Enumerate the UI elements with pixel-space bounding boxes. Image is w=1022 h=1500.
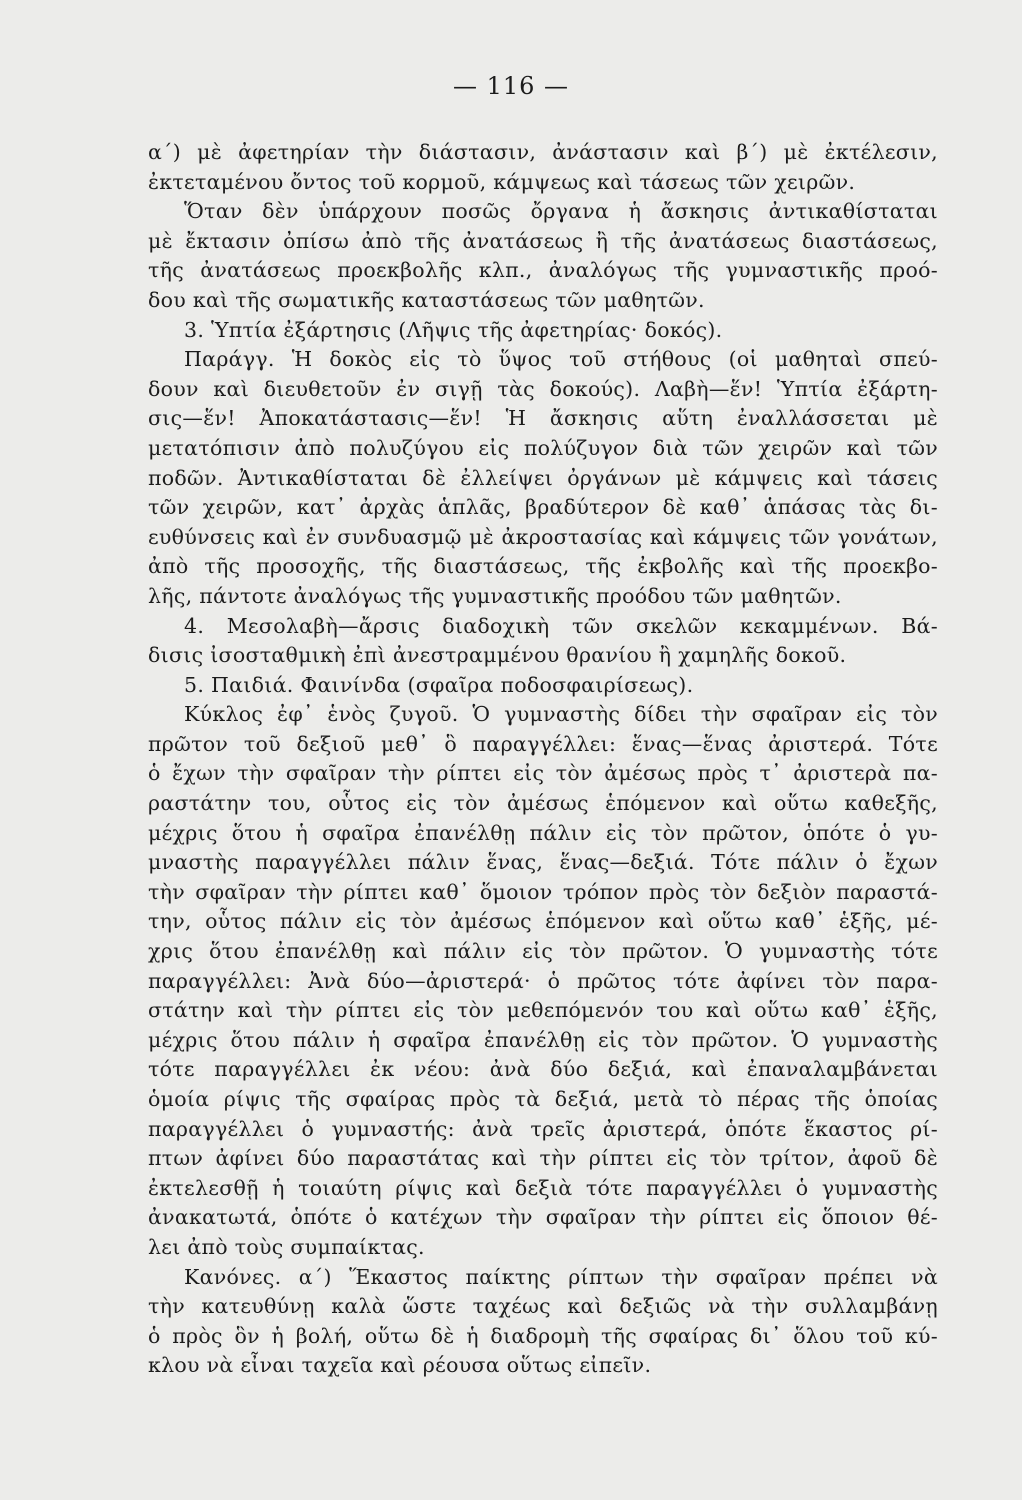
text-line: δου καὶ τῆς σωματικῆς καταστάσεως τῶν μαθητῶν. xyxy=(148,287,705,312)
text-line: α΄) μὲ ἀφετηρίαν τὴν διάστασιν, ἀνάστασιν καὶ β΄) μὲ ἐκτέλεσιν, xyxy=(148,140,938,164)
text-line: λει ἀπὸ τοὺς συμπαίκτας. xyxy=(148,1234,425,1259)
text-line: Παράγγ. Ἡ δοκὸς εἰς τὸ ὕψος τοῦ στήθους (οἱ μαθηταὶ σπεύ- xyxy=(184,347,938,372)
text-line: 4. Μεσολαβὴ—ἄρσις διαδοχικὴ τῶν σκελῶν κεκαμμένων. Βά- xyxy=(184,613,938,638)
text-line: πρῶτον τοῦ δεξιοῦ μεθ᾽ ὃ παραγγέλλει: ἕνας—ἕνας ἀριστερά. Τότε xyxy=(148,731,938,756)
text-line: δουν καὶ διευθετοῦν ἐν σιγῇ τὰς δοκούς). Λαβὴ—ἕν! Ὑπτία ἐξάρτη- xyxy=(148,376,938,401)
text-line: ποδῶν. Ἀντικαθίσταται δὲ ἐλλείψει ὀργάνων μὲ κάμψεις καὶ τάσεις xyxy=(148,465,938,490)
text-line: στάτην καὶ τὴν ρίπτει εἰς τὸν μεθεπόμενόν του καὶ οὕτω καθ᾽ ἑξῆς, xyxy=(148,998,938,1023)
text-line: μὲ ἔκτασιν ὀπίσω ἀπὸ τῆς ἀνατάσεως ἢ τῆς ἀνατάσεως διαστάσεως, xyxy=(148,228,938,253)
text-line: τὴν κατευθύνῃ καλὰ ὥστε ταχέως καὶ δεξιῶς νὰ τὴν συλλαμβάνῃ xyxy=(148,1294,938,1319)
text-line: Κύκλος ἐφ᾽ ἑνὸς ζυγοῦ. Ὁ γυμναστὴς δίδει τὴν σφαῖραν εἰς τὸν xyxy=(184,702,938,727)
text-line: 3. Ὑπτία ἐξάρτησις (Λῆψις τῆς ἀφετηρίας· δοκός). xyxy=(184,317,723,342)
text-line: δισις ἰσοσταθμικὴ ἐπὶ ἀνεστραμμένου θρανίου ἢ χαμηλῆς δοκοῦ. xyxy=(148,643,847,668)
text-line: μναστὴς παραγγέλλει πάλιν ἕνας, ἕνας—δεξιά. Τότε πάλιν ὁ ἔχων xyxy=(148,850,938,875)
text-line: παραγγέλλει: Ἀνὰ δύο—ἀριστερά· ὁ πρῶτος τότε ἀφίνει τὸν παρα- xyxy=(148,968,938,993)
text-line: πτων ἀφίνει δύο παραστάτας καὶ τὴν ρίπτει εἰς τὸν τρίτον, ἀφοῦ δὲ xyxy=(148,1146,938,1171)
text-line: μετατόπισιν ἀπὸ πολυζύγου εἰς πολύζυγον διὰ τῶν χειρῶν καὶ τῶν xyxy=(148,435,938,460)
text-line: ὁ πρὸς ὃν ἡ βολή, οὕτω δὲ ἡ διαδρομὴ τῆς σφαίρας δι᾽ ὅλου τοῦ κύ- xyxy=(148,1323,938,1348)
text-line: τὴν σφαῖραν τὴν ρίπτει καθ᾽ ὅμοιον τρόπον πρὸς τὸν δεξιὸν παραστά- xyxy=(148,879,938,904)
text-line: σις—ἕν! Ἀποκατάστασις—ἕν! Ἡ ἄσκησις αὕτη ἐναλλάσσεται μὲ xyxy=(148,406,938,431)
text-line: την, οὗτος πάλιν εἰς τὸν ἀμέσως ἑπόμενον καὶ οὕτω καθ᾽ ἑξῆς, μέ- xyxy=(148,909,938,934)
text-line: ὁμοία ρίψις τῆς σφαίρας πρὸς τὰ δεξιά, μετὰ τὸ πέρας τῆς ὁποίας xyxy=(148,1087,938,1111)
text-line: λῆς, πάντοτε ἀναλόγως τῆς γυμναστικῆς προόδου τῶν μαθητῶν. xyxy=(148,583,842,608)
text-line: ευθύνσεις καὶ ἐν συνδυασμῷ μὲ ἀκροστασίας καὶ κάμψεις τῶν γονάτων, xyxy=(148,524,938,549)
text-line: τῶν χειρῶν, κατ᾽ ἀρχὰς ἁπλᾶς, βραδύτερον δὲ καθ᾽ ἁπάσας τὰς δι- xyxy=(148,495,938,520)
page-number: — 116 — xyxy=(452,72,570,100)
text-line: τότε παραγγέλλει ἐκ νέου: ἀνὰ δύο δεξιά, καὶ ἐπαναλαμβάνεται xyxy=(148,1057,938,1082)
text-line: τῆς ἀνατάσεως προεκβολῆς κλπ., ἀναλόγως τῆς γυμναστικῆς προό- xyxy=(148,258,938,283)
text-line: χρις ὅτου ἐπανέλθῃ καὶ πάλιν εἰς τὸν πρῶτον. Ὁ γυμναστὴς τότε xyxy=(148,939,938,964)
text-line: μέχρις ὅτου ἡ σφαῖρα ἐπανέλθῃ πάλιν εἰς τὸν πρῶτον, ὁπότε ὁ γυ- xyxy=(148,820,938,845)
text-line: Κανόνες. α΄) Ἕκαστος παίκτης ρίπτων τὴν σφαῖραν πρέπει νὰ xyxy=(184,1264,938,1289)
text-line: ἐκτελεσθῇ ἡ τοιαύτη ρίψις καὶ δεξιὰ τότε παραγγέλλει ὁ γυμναστὴς xyxy=(148,1175,938,1200)
text-line: Ὅταν δὲν ὑπάρχουν ποσῶς ὄργανα ἡ ἄσκησις ἀντικαθίσταται xyxy=(184,199,938,224)
text-line: ἀπὸ τῆς προσοχῆς, τῆς διαστάσεως, τῆς ἐκβολῆς καὶ τῆς προεκβο- xyxy=(148,554,938,579)
text-line: ἐκτεταμένου ὄντος τοῦ κορμοῦ, κάμψεως καὶ τάσεως τῶν χειρῶν. xyxy=(148,169,856,194)
body-text xyxy=(148,138,938,1381)
text-line: ραστάτην του, οὗτος εἰς τὸν ἀμέσως ἑπόμενον καὶ οὕτω καθεξῆς, xyxy=(148,791,938,816)
text-line: παραγγέλλει ὁ γυμναστής: ἀνὰ τρεῖς ἀριστερά, ὁπότε ἕκαστος ρί- xyxy=(148,1116,938,1141)
text-line: 5. Παιδιά. Φαινίνδα (σφαῖρα ποδοσφαιρίσεως). xyxy=(184,672,694,697)
text-line: ὁ ἔχων τὴν σφαῖραν τὴν ρίπτει εἰς τὸν ἀμέσως πρὸς τ᾽ ἀριστερὰ πα- xyxy=(148,761,938,786)
text-line: ἀνακατωτά, ὁπότε ὁ κατέχων τὴν σφαῖραν τὴν ρίπτει εἰς ὅποιον θέ- xyxy=(148,1205,938,1230)
text-line: κλου νὰ εἶναι ταχεῖα καὶ ρέουσα οὕτως εἰπεῖν. xyxy=(148,1353,652,1378)
text-line: μέχρις ὅτου πάλιν ἡ σφαῖρα ἐπανέλθῃ εἰς τὸν πρῶτον. Ὁ γυμναστὴς xyxy=(148,1027,938,1052)
